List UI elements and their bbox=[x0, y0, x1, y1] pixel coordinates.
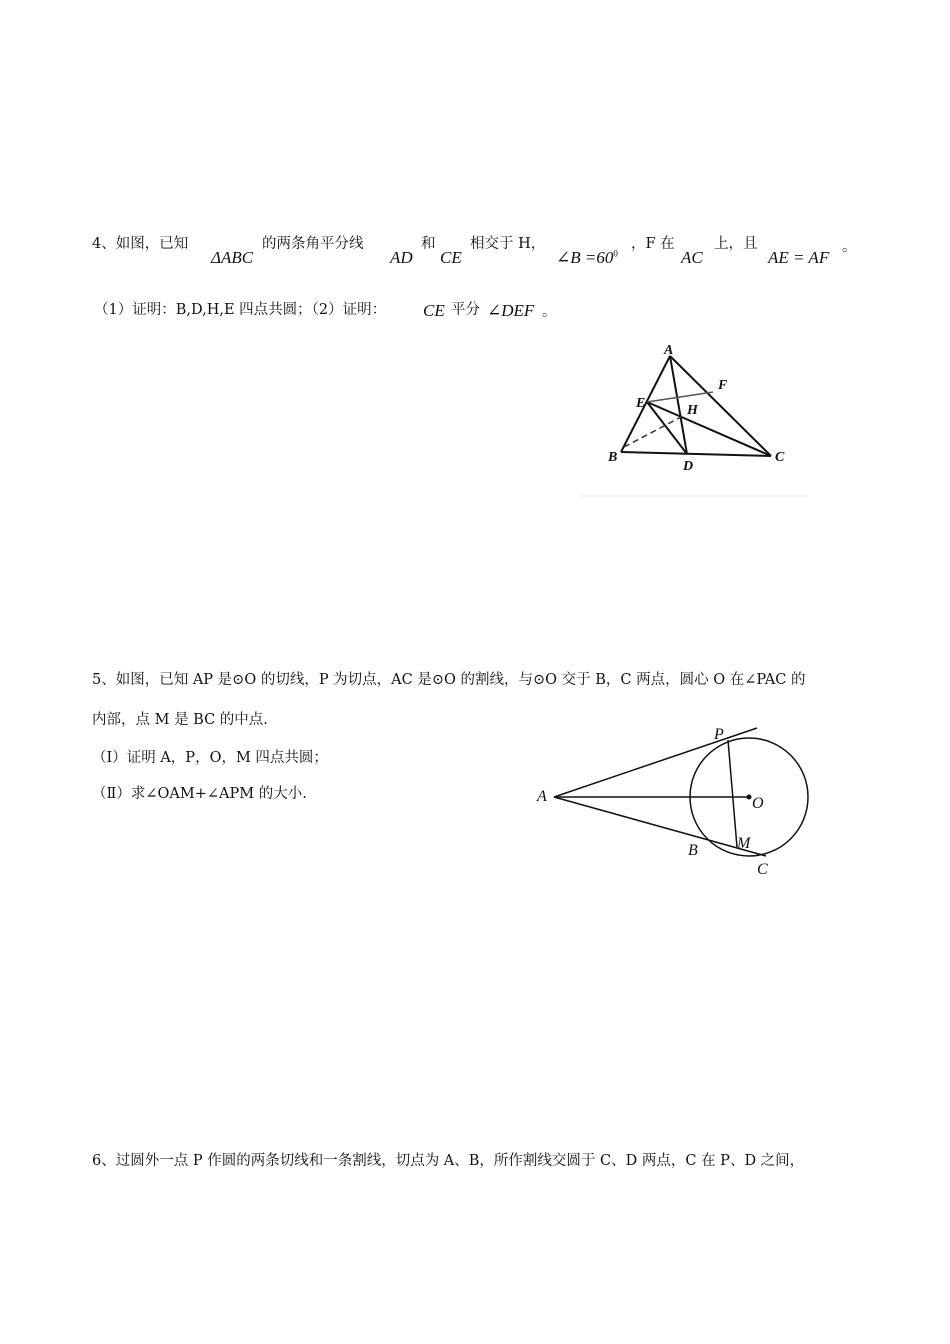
p4-math-ce: CE bbox=[440, 248, 462, 267]
p4-text-3: 和 bbox=[421, 236, 436, 252]
p4-math-ae-eq-af: AE = AF bbox=[768, 248, 830, 267]
p4-label-c: C bbox=[775, 450, 785, 465]
p5-part-1: （Ⅰ）证明 A，P，O，M 四点共圆； bbox=[92, 750, 328, 766]
p4-question-math-ce: CE bbox=[423, 301, 445, 320]
p6-statement-line-1: 6、过圆外一点 P 作圆的两条切线和一条割线，切点为 A、B，所作割线交圆于 C、D 两点，C 在 P、D 之间， bbox=[92, 1153, 805, 1169]
p5-center-dot bbox=[747, 795, 752, 800]
p5-segment-pm bbox=[728, 740, 737, 847]
p5-statement-line-1: 5、如图，已知 AP 是⊙O 的切线，P 为切点，AC 是⊙O 的割线，与⊙O 交于 B，C 两点，圆心 O 在∠PAC 的 bbox=[92, 672, 806, 688]
p4-text-7: 。 bbox=[842, 239, 857, 255]
p4-segment-ef bbox=[647, 392, 713, 402]
p5-label-o: O bbox=[752, 795, 764, 812]
p4-text-2: 的两条角平分线 bbox=[262, 236, 364, 252]
p5-label-b: B bbox=[688, 842, 698, 859]
p4-text-5: ，F 在 bbox=[631, 236, 675, 252]
p4-label-d: D bbox=[683, 459, 694, 474]
p4-label-b: B bbox=[608, 450, 618, 465]
p4-math-angle-b: ∠B $=60^0$ bbox=[556, 248, 618, 267]
p4-math-triangle-abc: ΔABC bbox=[211, 248, 254, 267]
p5-label-m: M bbox=[737, 835, 751, 852]
p4-math-ac: AC bbox=[681, 248, 703, 267]
p4-label-e: E bbox=[636, 396, 646, 411]
p4-text-6: 上，且 bbox=[714, 236, 758, 252]
p4-segment-bc bbox=[621, 452, 771, 456]
p4-degree-sup: 0 bbox=[613, 248, 618, 259]
p4-question-text-3: 。 bbox=[542, 304, 557, 320]
p4-label-f: F bbox=[718, 378, 728, 393]
p5-label-a: A bbox=[537, 788, 547, 805]
p4-question-math-angle-def: ∠DEF bbox=[487, 301, 535, 320]
p4-text-1: 4、如图，已知 bbox=[92, 236, 189, 252]
p4-math-ad: AD bbox=[390, 248, 413, 267]
p4-segment-ce bbox=[647, 402, 771, 456]
p5-statement-line-2: 内部，点 M 是 BC 的中点. bbox=[92, 712, 268, 728]
p5-label-p: P bbox=[714, 726, 724, 743]
p5-label-c: C bbox=[757, 861, 768, 878]
p5-part-2: （Ⅱ）求∠OAM+∠APM 的大小. bbox=[92, 786, 307, 802]
p4-triangle-figure bbox=[580, 336, 810, 501]
p4-segment-bh-dashed bbox=[624, 416, 683, 447]
p5-tangent-ap bbox=[554, 728, 757, 797]
p4-question-text: （1）证明：B,D,H,E 四点共圆；（2）证明： bbox=[94, 302, 387, 318]
p4-segment-ab bbox=[621, 356, 670, 452]
p5-circle-figure bbox=[530, 720, 830, 885]
p4-question-text-2: 平分 bbox=[451, 302, 480, 318]
p4-text-4: 相交于 H， bbox=[470, 236, 546, 252]
p4-label-h: H bbox=[687, 403, 698, 418]
p4-label-a: A bbox=[664, 343, 674, 358]
